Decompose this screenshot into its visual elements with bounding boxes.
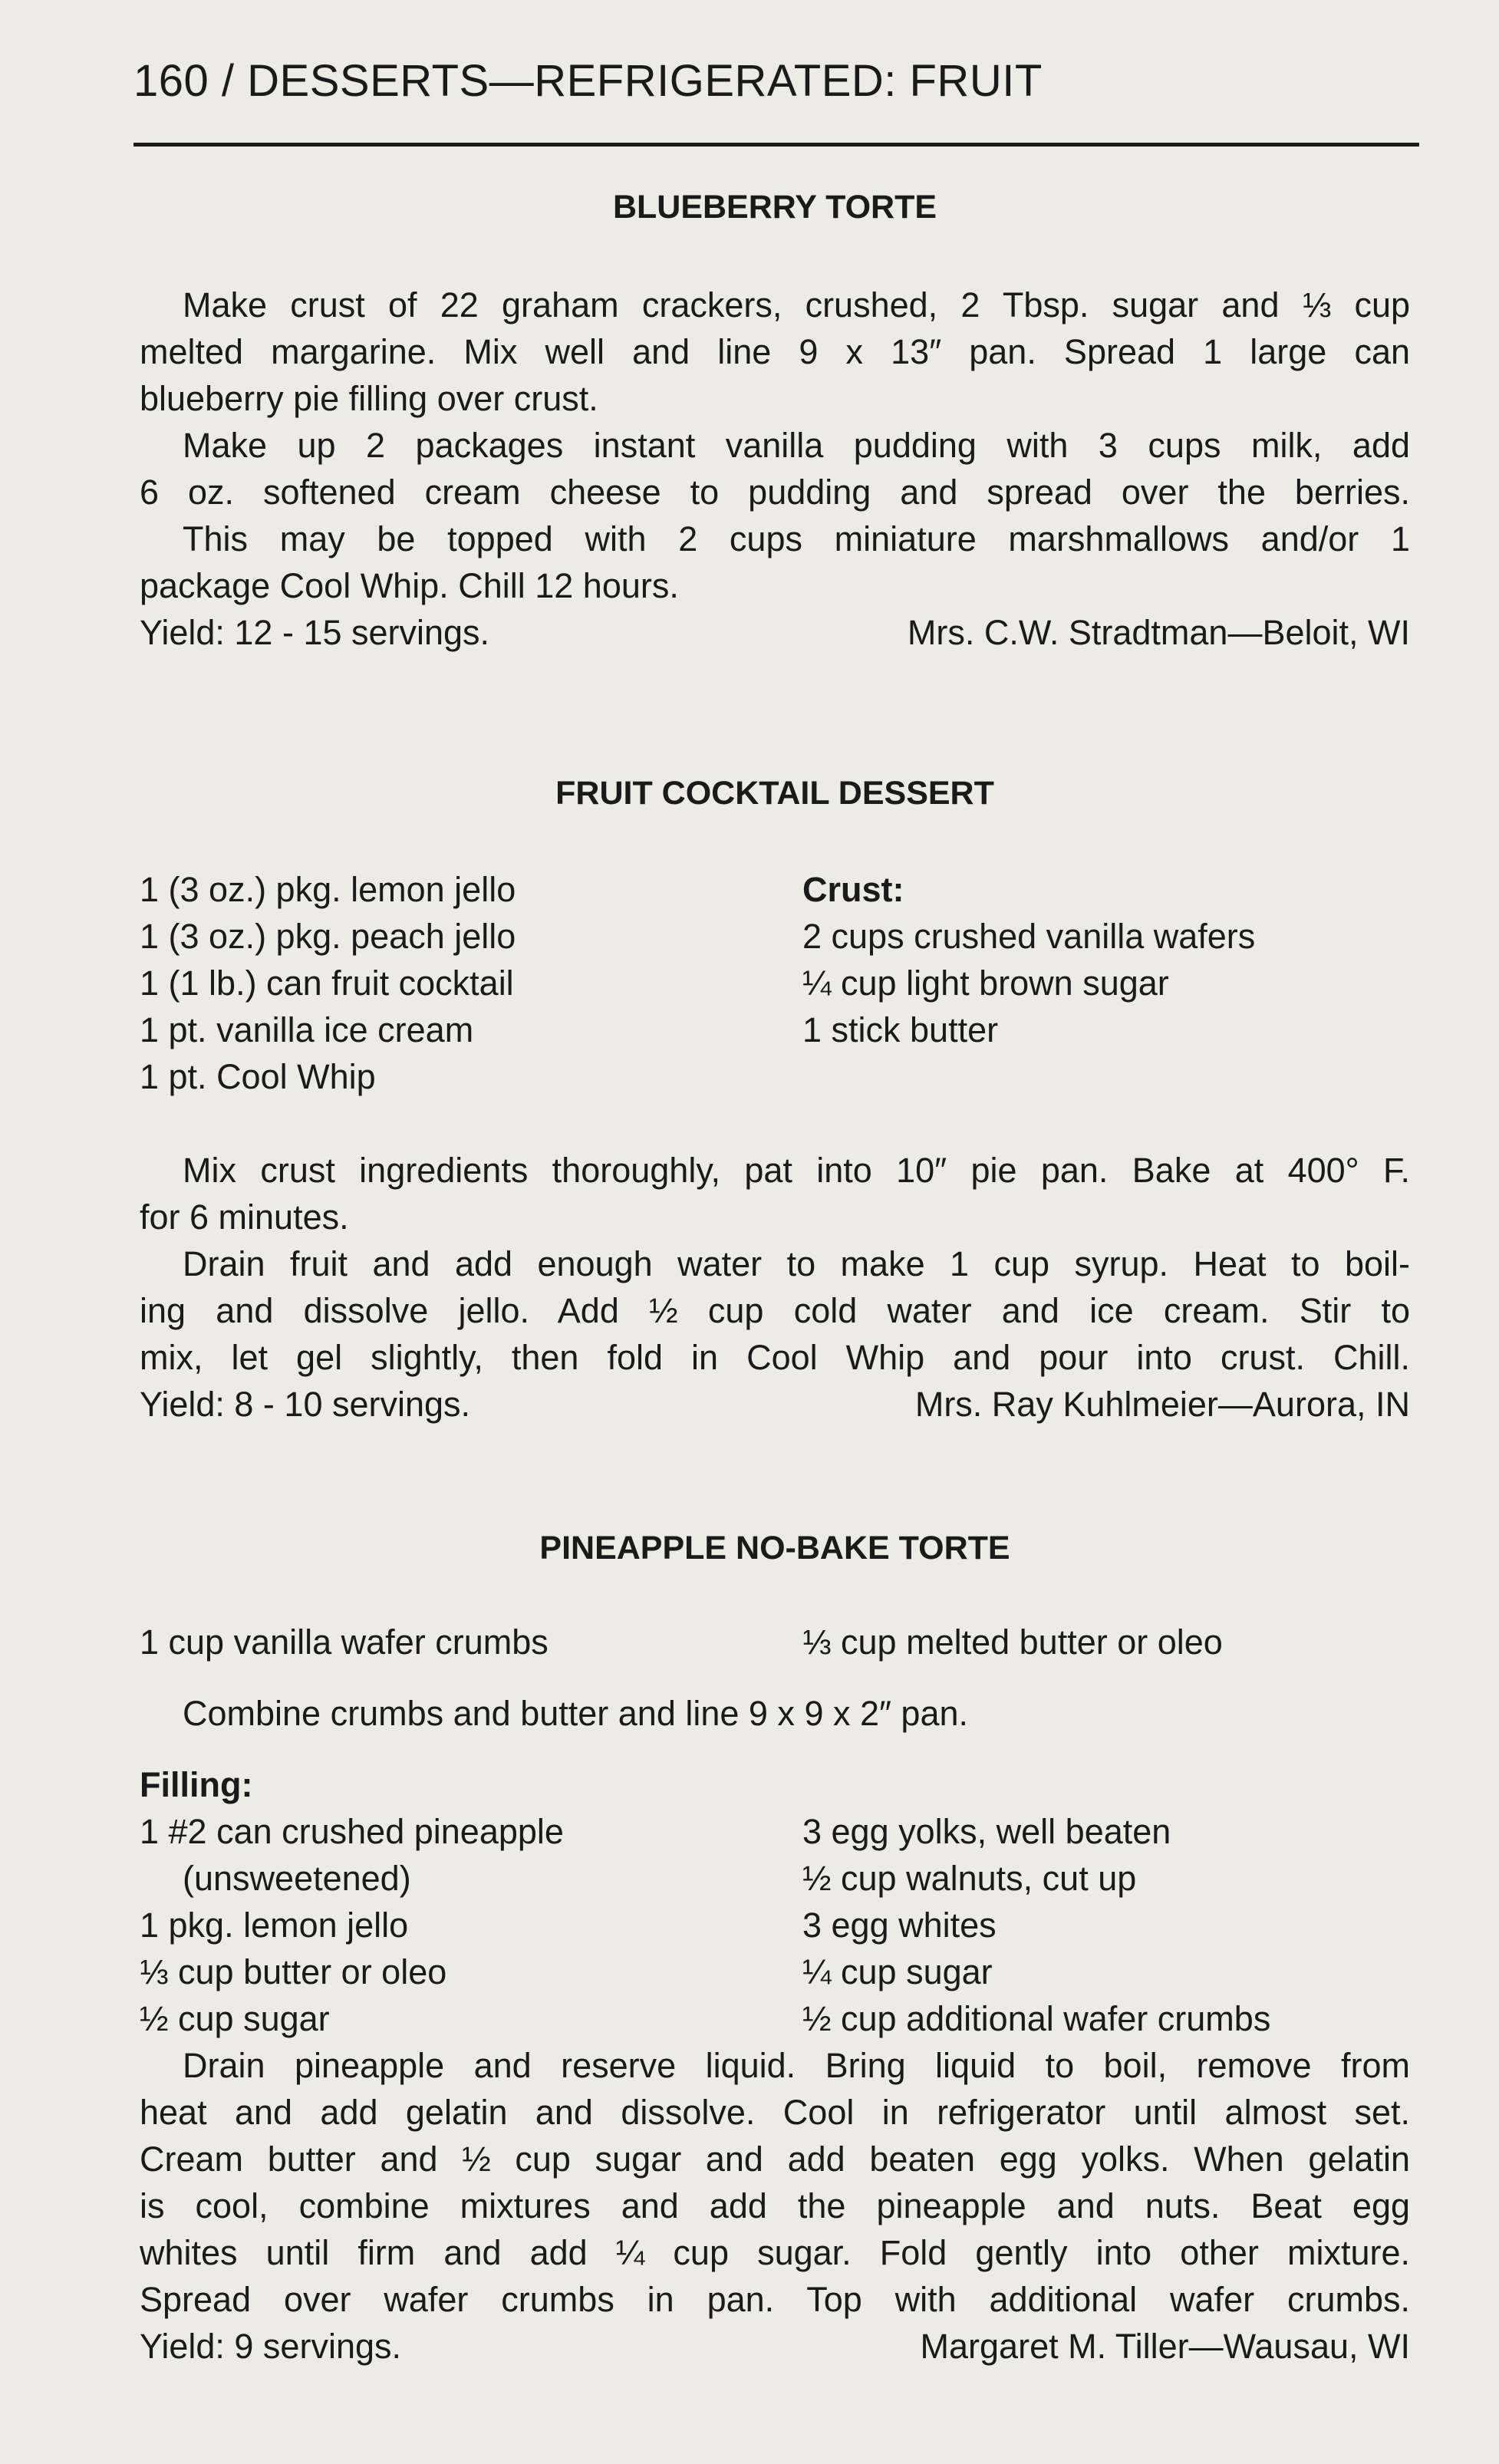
recipe-line: is cool, combine mixtures and add the pineapple and nuts. Beat egg <box>140 2186 1410 2225</box>
recipe-title: BLUEBERRY TORTE <box>612 189 937 226</box>
recipe-title: PINEAPPLE NO-BAKE TORTE <box>539 1530 1010 1566</box>
ingredient: ⅓ cup melted butter or oleo <box>802 1622 1223 1662</box>
recipe-line: Cream butter and ½ cup sugar and add beaten egg yolks. When gelatin <box>140 2140 1410 2179</box>
recipe-fruit-cocktail-dessert <box>140 770 1410 1428</box>
ingredient: 1 pkg. lemon jello <box>140 1906 409 1945</box>
filling-columns <box>140 1808 1410 2042</box>
header-separator: / <box>209 56 248 106</box>
ingredient: 1 (1 lb.) can fruit cocktail <box>140 964 514 1003</box>
filling-list-right <box>802 1808 1410 2042</box>
recipe-title: FRUIT COCKTAIL DESSERT <box>555 775 994 812</box>
crust-heading: Crust: <box>802 870 904 909</box>
ingredient: ¼ cup sugar <box>802 1952 993 1991</box>
filling-heading: Filling: <box>140 1765 253 1804</box>
ingredient: ¼ cup light brown sugar <box>802 964 1169 1003</box>
recipe-line: mix, let gel slightly, then fold in Cool Whip and pour into crust. Chill. <box>140 1338 1410 1377</box>
recipe-line: melted margarine. Mix well and line 9 x 13″ pan. Spread 1 large can <box>140 332 1410 371</box>
crust-instruction: Combine crumbs and butter and line 9 x 9 x 2″ pan. <box>183 1694 969 1733</box>
ingredient-list-left <box>140 866 802 1100</box>
recipe-line: Make crust of 22 graham crackers, crushed, 2 Tbsp. sugar and ⅓ cup <box>183 285 1410 324</box>
ingredient: 1 stick butter <box>802 1010 999 1049</box>
header-rule <box>133 143 1419 147</box>
ingredient-list-right <box>802 866 1410 1100</box>
recipe-author: Margaret M. Tiller—Wausau, WI <box>920 2327 1410 2366</box>
ingredient: (unsweetened) <box>183 1859 411 1898</box>
ingredient: ½ cup walnuts, cut up <box>802 1859 1137 1898</box>
ingredient: 3 egg whites <box>802 1906 997 1945</box>
ingredient: 3 egg yolks, well beaten <box>802 1812 1171 1851</box>
recipe-yield: Yield: 8 - 10 servings. <box>140 1385 471 1424</box>
recipe-line: 6 oz. softened cream cheese to pudding and spread over the berries. <box>140 473 1410 512</box>
recipe-blueberry-torte <box>140 184 1410 656</box>
recipe-line: Spread over wafer crumbs in pan. Top with additional wafer crumbs. <box>140 2280 1410 2319</box>
recipe-line: Make up 2 packages instant vanilla pudding with 3 cups milk, add <box>183 426 1410 465</box>
recipe-footer <box>140 609 1410 656</box>
ingredient: 1 (3 oz.) pkg. peach jello <box>140 917 516 956</box>
recipe-line: for 6 minutes. <box>140 1197 349 1237</box>
ingredient: 1 (3 oz.) pkg. lemon jello <box>140 870 516 909</box>
recipe-yield: Yield: 12 - 15 servings. <box>140 613 490 652</box>
ingredient: ½ cup additional wafer crumbs <box>802 1999 1271 2038</box>
recipe-footer <box>140 2323 1410 2370</box>
ingredient: 1 pt. vanilla ice cream <box>140 1010 474 1049</box>
recipe-line: Drain pineapple and reserve liquid. Bring liquid to boil, remove from <box>183 2046 1410 2085</box>
page-header <box>133 55 1043 107</box>
recipe-line: This may be topped with 2 cups miniature marshmallows and/or 1 <box>183 519 1410 558</box>
recipe-yield: Yield: 9 servings. <box>140 2327 401 2366</box>
recipe-footer <box>140 1381 1410 1428</box>
ingredient: ½ cup sugar <box>140 1999 330 2038</box>
recipe-line: Drain fruit and add enough water to make 1 cup syrup. Heat to boil- <box>183 1244 1410 1283</box>
page-number: 160 <box>133 56 209 106</box>
recipe-line: package Cool Whip. Chill 12 hours. <box>140 566 679 605</box>
recipe-author: Mrs. Ray Kuhlmeier—Aurora, IN <box>914 1385 1410 1424</box>
filling-list-left <box>140 1808 802 2042</box>
ingredient: ⅓ cup butter or oleo <box>140 1952 447 1991</box>
recipe-pineapple-no-bake-torte <box>140 1525 1410 2370</box>
recipe-line: whites until firm and add ¼ cup sugar. Fold gently into other mixture. <box>140 2233 1410 2272</box>
ingredient: 1 cup vanilla wafer crumbs <box>140 1622 549 1662</box>
recipe-line: Mix crust ingredients thoroughly, pat into 10″ pie pan. Bake at 400° F. <box>183 1151 1410 1190</box>
section-title: DESSERTS—REFRIGERATED: FRUIT <box>247 56 1043 106</box>
ingredient: 1 #2 can crushed pineapple <box>140 1812 564 1851</box>
crust-ingredient-row <box>140 1619 1410 1665</box>
recipe-line: ing and dissolve jello. Add ½ cup cold water and ice cream. Stir to <box>140 1291 1410 1330</box>
recipe-author: Mrs. C.W. Stradtman—Beloit, WI <box>907 613 1410 652</box>
ingredient: 1 pt. Cool Whip <box>140 1057 376 1096</box>
recipe-line: heat and add gelatin and dissolve. Cool in refrigerator until almost set. <box>140 2093 1410 2132</box>
ingredient: 2 cups crushed vanilla wafers <box>802 917 1256 956</box>
ingredient-columns <box>140 866 1410 1100</box>
recipe-line: blueberry pie filling over crust. <box>140 379 598 418</box>
